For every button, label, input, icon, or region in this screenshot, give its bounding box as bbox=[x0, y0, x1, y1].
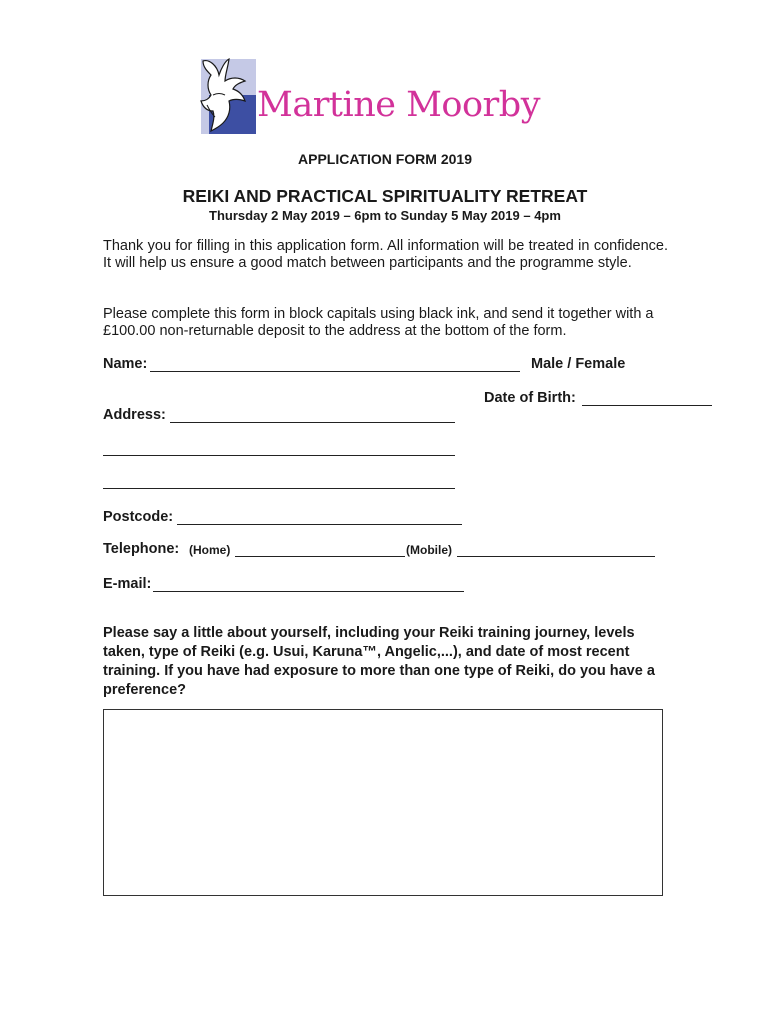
email-label: E-mail: bbox=[103, 576, 152, 592]
address-field-line-1[interactable] bbox=[170, 422, 455, 423]
postcode-field[interactable] bbox=[177, 524, 462, 525]
address-label: Address: bbox=[103, 407, 166, 423]
address-field-line-3[interactable] bbox=[103, 488, 455, 489]
home-label: (Home) bbox=[189, 543, 231, 557]
name-field[interactable] bbox=[150, 371, 520, 372]
postcode-label: Postcode: bbox=[103, 509, 174, 525]
telephone-label: Telephone: bbox=[103, 541, 180, 557]
address-field-line-2[interactable] bbox=[103, 455, 455, 456]
about-yourself-textarea[interactable] bbox=[103, 709, 663, 896]
about-yourself-question: Please say a little about yourself, including your Reiki training journey, levels taken, type of Reiki (e.g. Usui, Karuna™, Angelic,...), and date of most recent training. If you have had exposure to more than one type of Reiki, do you have a preference? bbox=[103, 625, 655, 698]
dob-label: Date of Birth: bbox=[484, 390, 576, 406]
retreat-dates: Thursday 2 May 2019 – 6pm to Sunday 5 May 2019 – 4pm bbox=[209, 208, 561, 223]
gender-label: Male / Female bbox=[531, 356, 626, 372]
intro-paragraph: Thank you for filling in this application form. All information will be treated in confidence. It will help us ensure a good match between participants and the programme style. bbox=[103, 238, 668, 271]
instructions-paragraph: Please complete this form in block capitals using black ink, and send it together with a £100.00 non-returnable deposit to the address at the bottom of the form. bbox=[103, 306, 654, 339]
mobile-label: (Mobile) bbox=[406, 543, 452, 557]
logo bbox=[195, 55, 540, 137]
home-phone-field[interactable] bbox=[235, 556, 405, 557]
form-label: APPLICATION FORM 2019 bbox=[298, 151, 472, 167]
dob-field[interactable] bbox=[582, 405, 712, 406]
mobile-phone-field[interactable] bbox=[457, 556, 655, 557]
brand-name: Martine Moorby bbox=[257, 85, 540, 125]
retreat-title: REIKI AND PRACTICAL SPIRITUALITY RETREAT bbox=[182, 186, 588, 206]
email-field[interactable] bbox=[153, 591, 464, 592]
name-label: Name: bbox=[103, 356, 148, 372]
